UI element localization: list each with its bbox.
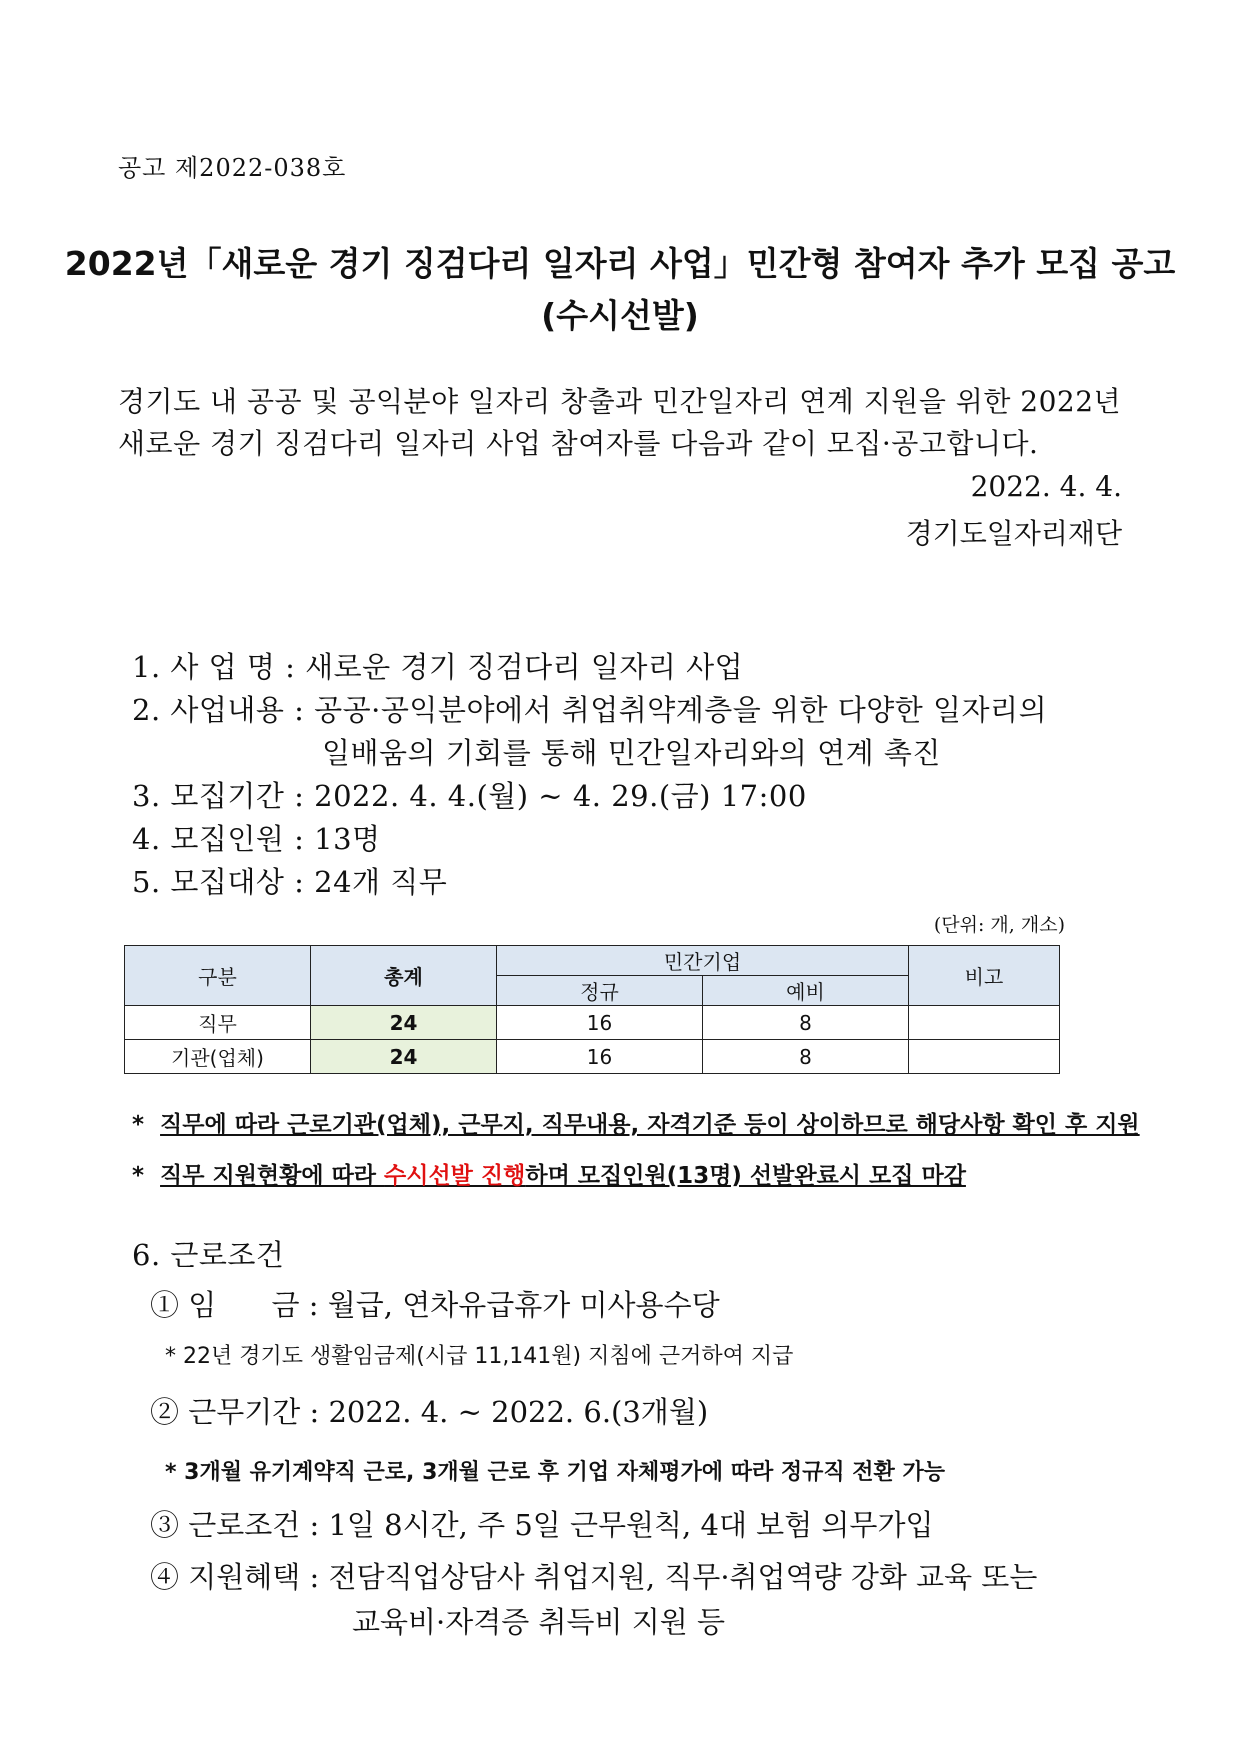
issuer: 경기도일자리재단 [905, 517, 1122, 550]
header-remark: 비고 [909, 946, 1060, 1006]
condition-period [150, 1390, 708, 1431]
table-row [125, 1040, 1060, 1074]
period-note: * 3개월 유기계약직 근로, 3개월 근로 후 기업 자체평가에 따라 정규직 전환 가능 [165, 1460, 945, 1485]
page-subtitle: (수시선발) [541, 296, 699, 335]
wage-note: * 22년 경기도 생활임금제(시급 11,141원) 지침에 근거하여 지급 [165, 1344, 794, 1369]
table-row [125, 1006, 1060, 1040]
unit-note: (단위: 개, 개소) [933, 914, 1065, 936]
condition-label: ④ 지원혜택 : [150, 1560, 320, 1594]
cell-remark [909, 1040, 1060, 1074]
cell-category: 기관(업체) [125, 1040, 311, 1074]
asterisk: * [132, 1112, 161, 1138]
intro-line-1: 경기도 내 공공 및 공익분야 일자리 창출과 민간일자리 연계 지원을 위한 2022년 [118, 385, 1122, 418]
item-value: 새로운 경기 징검다리 일자리 사업 [305, 650, 744, 684]
cell-regular: 16 [497, 1040, 703, 1074]
condition-benefit-cont: 교육비·자격증 취득비 지원 등 [352, 1605, 726, 1639]
item-label: 5. 모집대상 : [132, 865, 305, 899]
cell-total: 24 [311, 1006, 497, 1040]
notice-number: 공고 제2022-038호 [118, 154, 347, 182]
item-value: 13명 [314, 822, 381, 856]
header-private: 민간기업 [497, 946, 909, 976]
page-title: 2022년「새로운 경기 징검다리 일자리 사업」민간형 참여자 추가 모집 공고 [64, 244, 1176, 283]
header-regular: 정규 [497, 976, 703, 1006]
intro-line-2: 새로운 경기 징검다리 일자리 사업 참여자를 다음과 같이 모집·공고합니다. [118, 427, 1039, 460]
condition-value: 전담직업상담사 취업지원, 직무·취업역량 강화 교육 또는 [328, 1560, 1038, 1594]
item-value: 2022. 4. 4.(월) ~ 4. 29.(금) 17:00 [314, 779, 807, 813]
item-business-content-cont: 일배움의 기회를 통해 민간일자리와의 연계 촉진 [322, 736, 941, 770]
asterisk: * [132, 1163, 161, 1189]
condition-label: ① 임 금 : [150, 1288, 319, 1322]
note-1 [132, 1106, 1140, 1139]
header-category: 구분 [125, 946, 311, 1006]
item-label: 3. 모집기간 : [132, 779, 305, 813]
notice-date: 2022. 4. 4. [970, 470, 1122, 503]
note-2 [132, 1157, 966, 1190]
note-2-highlight: 수시선발 진행 [384, 1163, 526, 1189]
item-recruit-count [132, 817, 381, 858]
note-2-text-a: 직무 지원현황에 따라 [160, 1163, 385, 1189]
item-label: 2. 사업내용 : [132, 693, 305, 727]
cell-regular: 16 [497, 1006, 703, 1040]
cell-remark [909, 1006, 1060, 1040]
note-2-text-b: 하며 모집인원(13명) 선발완료시 모집 마감 [525, 1163, 966, 1189]
cell-category: 직무 [125, 1006, 311, 1040]
condition-label: ② 근무기간 : [150, 1395, 320, 1429]
item-business-content [132, 688, 1047, 729]
section-6-heading: 6. 근로조건 [132, 1238, 285, 1272]
condition-work [150, 1503, 933, 1544]
header-total: 총계 [311, 946, 497, 1006]
condition-value: 1일 8시간, 주 5일 근무원칙, 4대 보험 의무가입 [328, 1508, 934, 1542]
condition-benefit [150, 1555, 1037, 1596]
condition-value: 월급, 연차유급휴가 미사용수당 [327, 1288, 720, 1322]
condition-value: 2022. 4. ~ 2022. 6.(3개월) [328, 1395, 709, 1429]
item-recruit-period [132, 774, 807, 815]
header-reserve: 예비 [703, 976, 909, 1006]
item-label: 1. 사 업 명 : [132, 650, 296, 684]
cell-reserve: 8 [703, 1040, 909, 1074]
item-business-name [132, 645, 743, 686]
item-recruit-target [132, 860, 447, 901]
cell-reserve: 8 [703, 1006, 909, 1040]
item-value: 공공·공익분야에서 취업취약계층을 위한 다양한 일자리의 [314, 693, 1048, 727]
item-value: 24개 직무 [314, 865, 448, 899]
summary-table [124, 945, 1060, 1074]
cell-total: 24 [311, 1040, 497, 1074]
note-1-text: 직무에 따라 근로기관(업체), 근무지, 직무내용, 자격기준 등이 상이하므로 해당사항 확인 후 지원 [160, 1112, 1140, 1138]
item-label: 4. 모집인원 : [132, 822, 305, 856]
condition-wage [150, 1283, 720, 1324]
condition-label: ③ 근로조건 : [150, 1508, 320, 1542]
